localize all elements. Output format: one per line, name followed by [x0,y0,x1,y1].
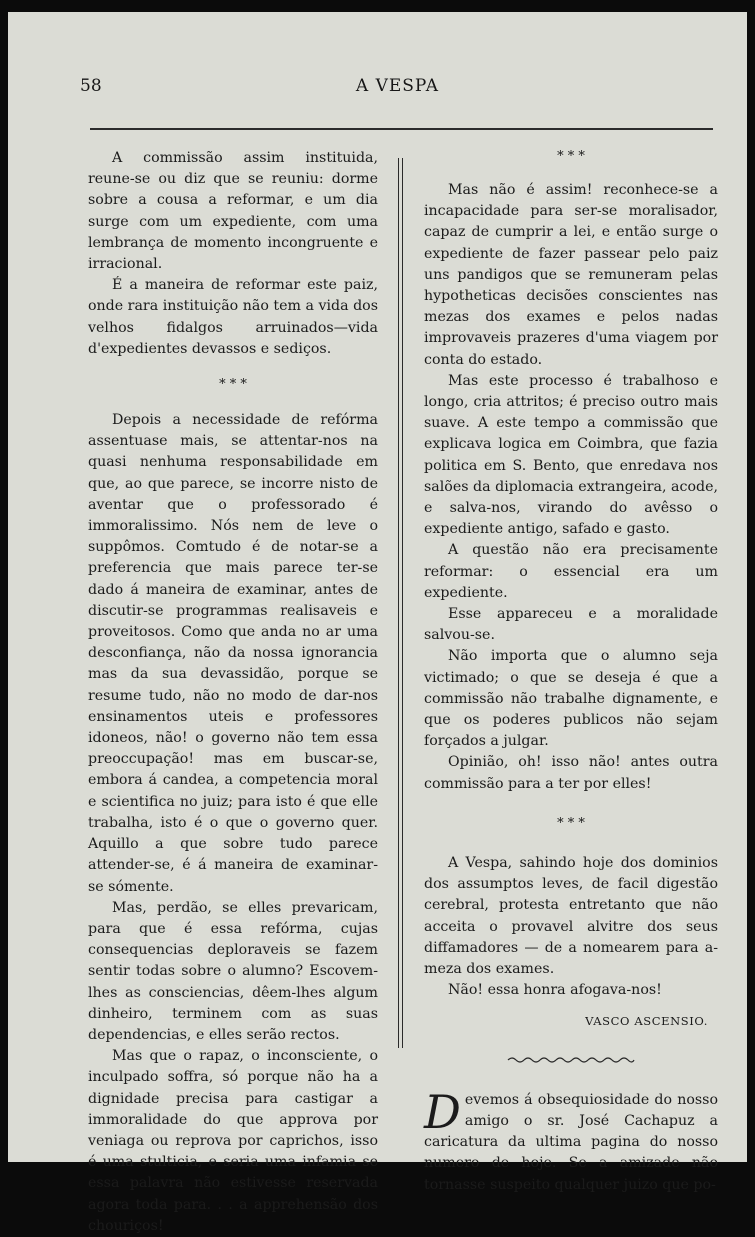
header-rule [90,128,713,130]
page-edge-shadow [747,0,755,1162]
page-number: 58 [80,76,102,96]
left-paragraph-1: A commissão assim instituida, reune-se ou diz que se reuniu: dorme sobre a cousa a reformar, e um dia surge com um expediente, com uma lembrança de momento incongruente e irracional. [88,150,378,273]
right-paragraph-4: Esse appareceu e a moralidade salvou-se. [424,606,718,644]
asterism-divider: * * * [557,149,585,164]
left-paragraph-5: Mas que o rapaz, o inconsciente, o inculpado soffra, só porque não ha a dignidade precisa para castigar a immoralidade do que approva por veniaga ou reprova por caprichos, isso é uma stulticia, e seria uma infamia se essa palavra não estivesse reservada agora toda para. . . a apprehensão dos chouriços! [88,1048,378,1234]
right-paragraph-8: Não! essa honra afogava-nos! [448,982,662,999]
right-paragraph-1: Mas não é assim! reconhece-se a incapacidade para ser-se moralisador, capaz de cumprir a lei, e então surge o expediente de fazer passear pelo paiz uns pandigos que se remuneram pelas hypotheticas decisões conscientes nas mezas dos exames e pelos nadas improvaveis prazeres d'uma viagem por conta do estado. [424,182,718,368]
running-title: A VESPA [355,76,440,96]
right-paragraph-5: Não importa que o alumno seja victimado; o que se deseja é que a commissão não trabalhe dignamente, e que os poderes publicos não sejam forçados a julgar. [424,648,718,750]
column-divider-line [402,158,403,1048]
page-header [80,76,715,104]
drop-cap-letter: D [424,1084,461,1139]
right-paragraph-6: Opinião, oh! isso não! antes outra commissão para a ter por elles! [424,754,718,792]
right-paragraph-2: Mas este processo é trabalhoso e longo, cria attritos; é preciso outro mais suave. A este tempo a commissão que explicava logica em Coimbra, que fazia politica em S. Bento, que enredava nos salões da diplomacia extrangeira, acode, e salva-nos, virando do avêsso o expediente antigo, safado e gasto. [424,372,718,538]
column-divider-line [398,158,399,1048]
right-paragraph-final [424,1084,718,1196]
author-signature: VASCO ASCENSIO. [585,1014,708,1029]
right-paragraph-3: A questão não era precisamente reformar: o essencial era um expediente. [424,542,718,601]
asterism-divider: * * * [219,377,247,393]
asterism-divider: * * * [557,815,585,831]
final-paragraph-text: evemos á obsequiosidade do nosso amigo o sr. José Cachapuz a caricatura da ultima pagina do nosso numero de hoje. Se a amizade não tornasse suspeito qualquer juizo que po- [424,1091,718,1193]
left-paragraph-2: É a maneira de reformar este paiz, onde rara instituição não tem a vida dos velhos fidalgos arruinados—vida d'expedientes devassos e sediços. [88,277,378,357]
right-column [424,148,718,1196]
left-paragraph-4: Mas, perdão, se elles prevaricam, para que é essa refórma, cujas consequencias deploraveis se fazem sentir todas sobre o alumno? Escovem-lhes as consciencias, dêem-lhes algum dinheiro, terminem com as suas dependencias, e elles serão rectos. [88,899,378,1043]
left-paragraph-3: Depois a necessidade de refórma assentuase mais, se attentar-nos na quasi nenhuma responsabilidade em que, ao que parece, se incorre nisto de aventar que o professorado é immoralissimo. Nós nem de leve o suppômos. Comtudo é de notar-se a preferencia que mais parece ter-se dado á maneira de examinar, antes de discutir-se programmas realisaveis e proveitosos. Como que anda no ar uma desconfiança, não da nossa ignorancia mas da sua devassidão, porque se resume tudo, não no modo de dar-nos ensinamentos uteis e professores idoneos, não! o governo não tem essa preoccupação! mas em buscar-se, embora á candea, a competencia moral e scientifica no juiz; para isto é que elle trabalha, isto é o que o governo quer. Aquillo a que sobre tudo parece attender-se, é á maneira de examinar-se sómente. [88,412,378,895]
left-column [88,148,378,1237]
wavy-ornament [424,1051,718,1072]
wavy-ornament-icon [506,1055,636,1065]
right-paragraph-7: A Vespa, sahindo hoje dos dominios dos assumptos leves, de facil digestão cerebral, protesta entretanto que não acceita o provavel alvitre dos seus diffamadores — de a nomearem para a-meza dos exames. [424,854,718,977]
